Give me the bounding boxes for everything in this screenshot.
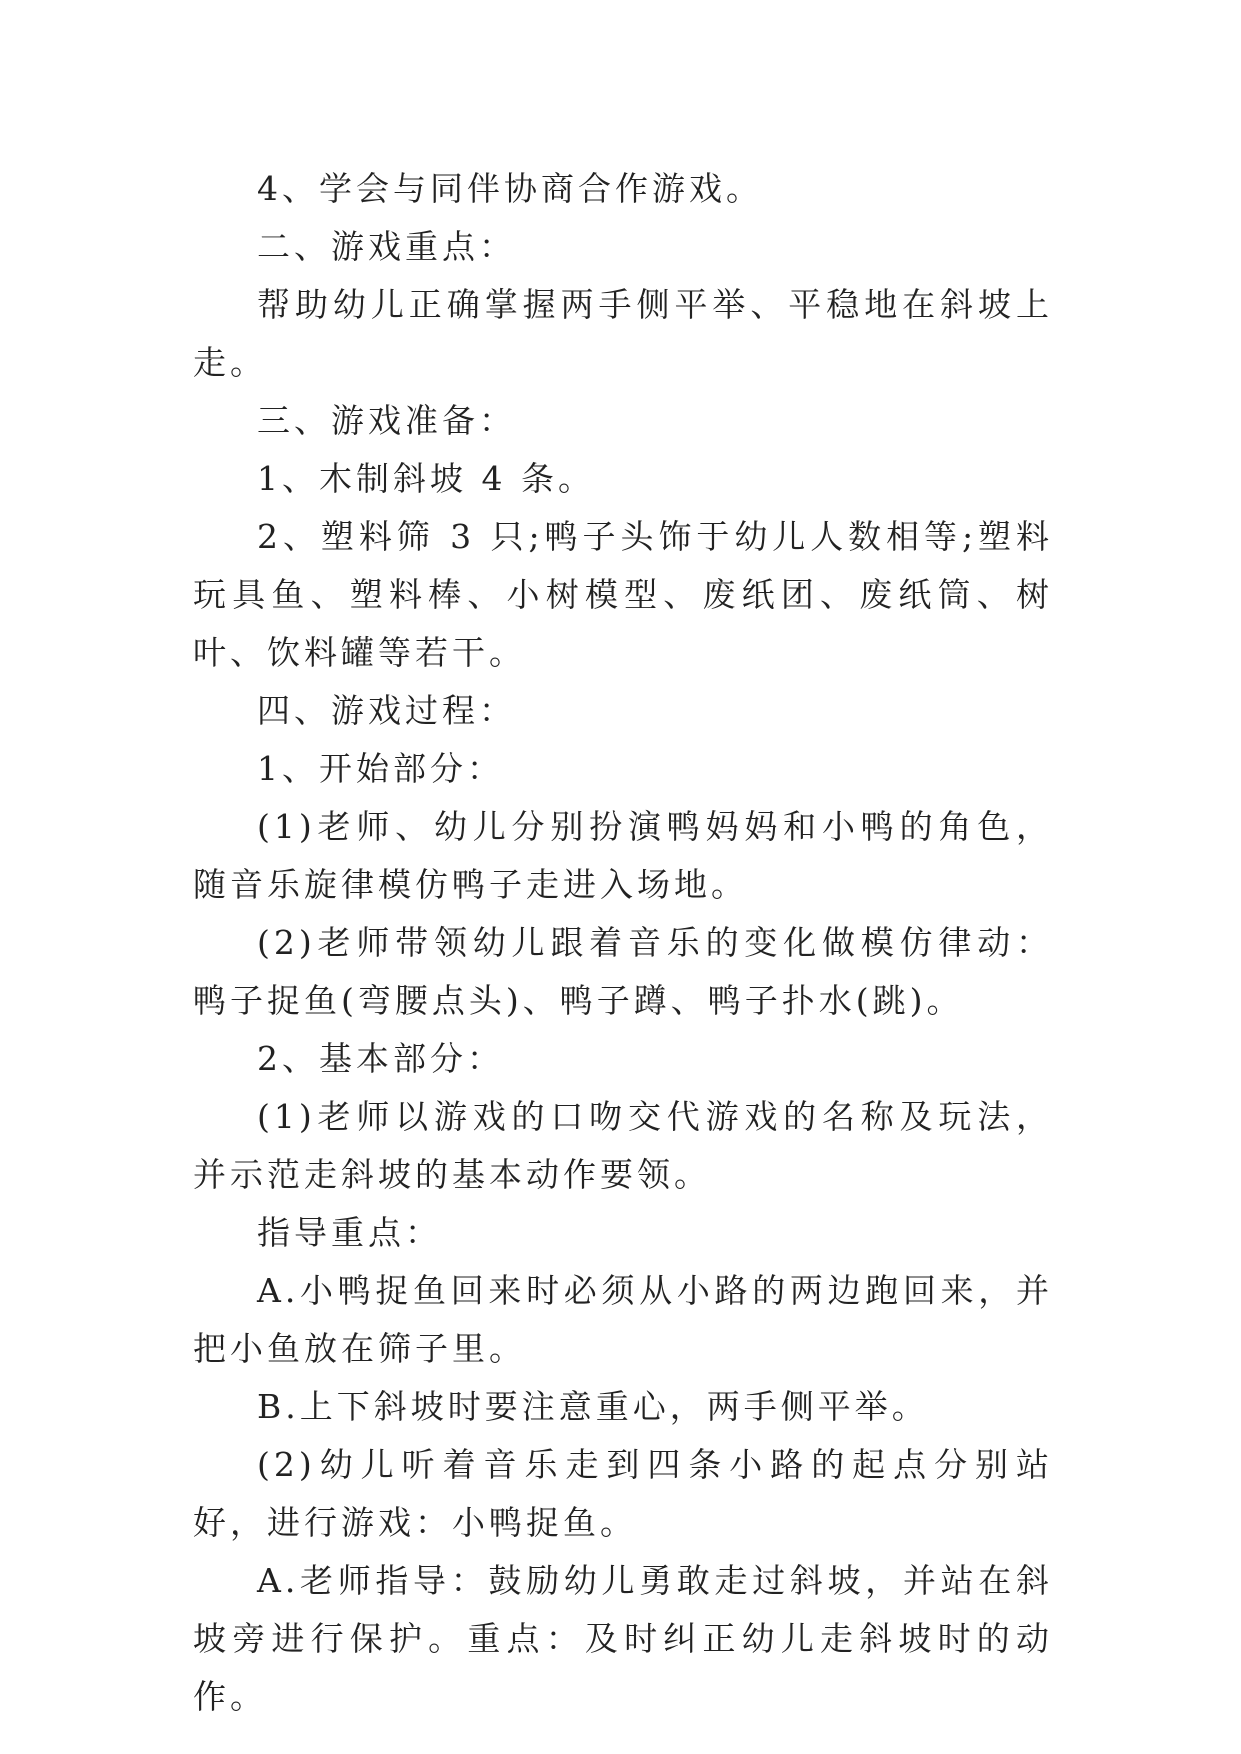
- paragraph-guidance-b: B.上下斜坡时要注意重心，两手侧平举。: [257, 1387, 929, 1426]
- paragraph-objective-4: 4、学会与同伴协商合作游戏。: [257, 169, 763, 208]
- paragraph-guidance-a: A.小鸭捉鱼回来时必须从小路的两边跑回来，并把小鱼放在筛子里。: [193, 1271, 1053, 1368]
- heading-opening-part: 1、开始部分：: [257, 749, 504, 788]
- paragraph-basic-1: (1)老师以游戏的口吻交代游戏的名称及玩法，并示范走斜坡的基本动作要领。: [193, 1097, 1053, 1194]
- heading-game-focus: 二、游戏重点：: [257, 227, 516, 266]
- paragraph-teacher-guidance: A.老师指导：鼓励幼儿勇敢走过斜坡，并站在斜坡旁进行保护。重点：及时纠正幼儿走斜坡时的动作。: [193, 1561, 1053, 1716]
- heading-guidance-focus: 指导重点：: [257, 1213, 442, 1252]
- paragraph-game-focus: 帮助幼儿正确掌握两手侧平举、平稳地在斜坡上走。: [193, 285, 1053, 382]
- heading-game-preparation: 三、游戏准备：: [257, 401, 516, 440]
- paragraph-basic-2: (2)幼儿听着音乐走到四条小路的起点分别站好，进行游戏：小鸭捉鱼。: [193, 1445, 1053, 1542]
- heading-game-process: 四、游戏过程：: [257, 691, 516, 730]
- paragraph-preparation-2: 2、塑料筛 3 只;鸭子头饰于幼儿人数相等;塑料玩具鱼、塑料棒、小树模型、废纸团、废纸筒、树叶、饮料罐等若干。: [193, 517, 1053, 672]
- paragraph-opening-2: (2)老师带领幼儿跟着音乐的变化做模仿律动：鸭子捉鱼(弯腰点头)、鸭子蹲、鸭子扑水(跳)。: [193, 923, 1053, 1020]
- heading-basic-part: 2、基本部分：: [257, 1039, 504, 1078]
- document-body: [193, 160, 1053, 1726]
- paragraph-opening-1: (1)老师、幼儿分别扮演鸭妈妈和小鸭的角色，随音乐旋律模仿鸭子走进入场地。: [193, 807, 1053, 904]
- paragraph-preparation-1: 1、木制斜坡 4 条。: [257, 459, 595, 498]
